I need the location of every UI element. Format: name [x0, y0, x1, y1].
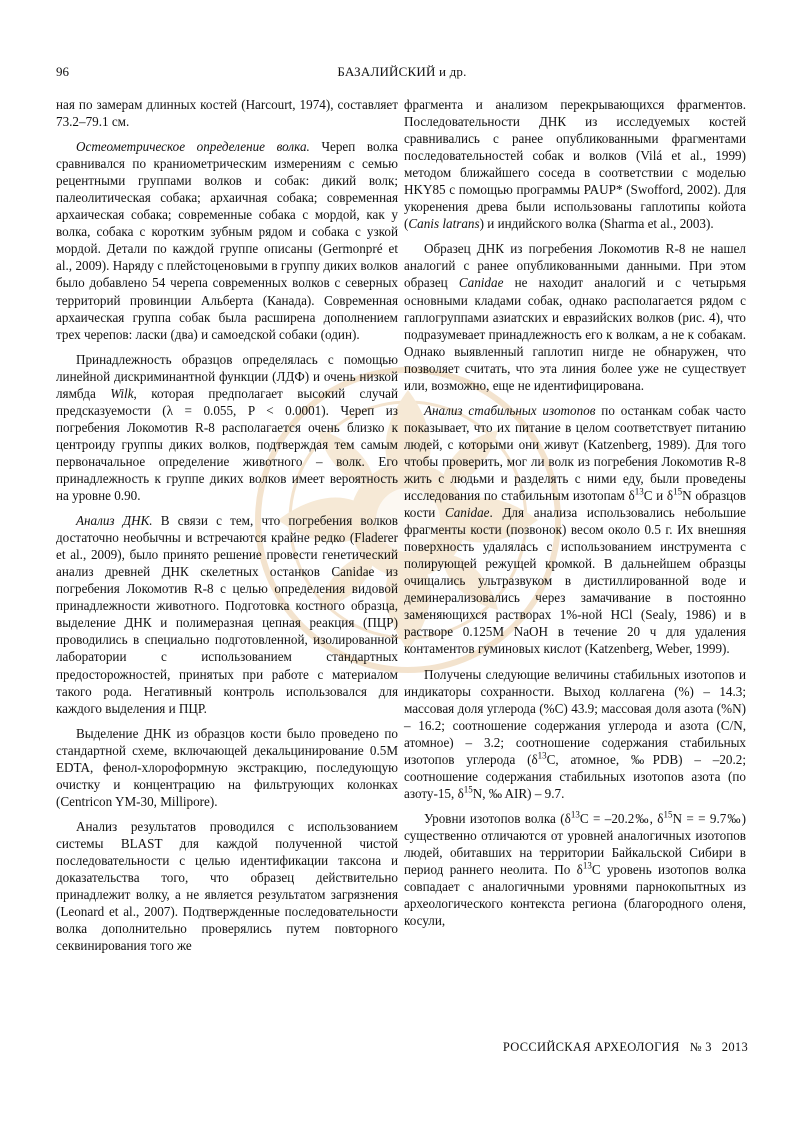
page-footer — [493, 1040, 748, 1055]
paragraph-text: Череп волка сравнивался по краниометрическим измерениям с семью рецентными группами волков и собак: дикий волк; палеолитическая собака; архаичная собака; современная архаическая собака; современные собака с мордой, как у волка, собака с коротким зубным рядом и собака с узкой мордой. Детали по каждой группе описаны (Germonpré et al., 2009). Наряду с плейстоценовыми в группу диких волков было добавлено 54 черепа современных волков с северных территорий провинции Альберта (Канада). Современная архаическая группа собак была расширена дополнением трех черепов: ласки (два) и самоедской собаки (один). — [56, 139, 398, 342]
section-heading: Анализ ДНК. — [76, 513, 153, 529]
paragraph-text: C уровень изотопов волка совпадает с аналогичными уровнями парнокопытных из археологического контекста региона (благородного оленя, косули, — [404, 862, 746, 929]
italic-term: Canidae — [458, 275, 504, 291]
paragraph-dna — [56, 512, 398, 717]
superscript: 13 — [570, 809, 580, 820]
italic-term: Canis latrans — [408, 216, 480, 232]
paragraph-text: C = –20.2‰, δ — [579, 810, 664, 826]
paragraph-text: N образцов кости — [404, 488, 746, 521]
paragraph-text: . Для анализа использовались небольшие фрагменты кости (позвонок) весом около 0.5 г. Их внешняя поверхность удалялась с использованием инструмента с полирующей режущей кромкой. В дальнейшем образцы очищались ультразвуком в дистиллированной воде и деминерализовались через замачивание в постоянно заменяющихся растворах 1%-ной HCl (Sealy, 1986) и в растворе 0.125M NaOH в течение 20 ч для удаления контаментов гуминовых кислот (Katzenberg, Weber, 1999). — [404, 505, 746, 657]
paragraph-isotopes — [404, 402, 746, 658]
running-title: БАЗАЛИЙСКИЙ и др. — [337, 64, 467, 79]
paragraph — [56, 96, 398, 130]
issue-number: № 3 — [689, 1040, 712, 1054]
left-column — [56, 96, 398, 962]
paragraph-text: Выделение ДНК из образцов кости было проведено по стандартной схеме, включающей декальцинирование 0.5M EDTA, фенол-хлороформную экстракцию, последующую очистку и концентрацию на фильтрующих колонках (Centricon YM-30, Millipore). — [56, 725, 398, 809]
superscript: 15 — [463, 784, 473, 795]
paragraph-text: В связи с тем, что погребения волков достаточно необычны и встречаются крайне редко (Fladerer et al., 2009), было принято решение провести генетический анализ древней ДНК скелетных останков Canidae из погребения Локомотив R-8 с целью определения видовой принадлежности животного. Подготовка костного образца, выделение ДНК и полимеразная цепная реакция (ПЦР) проводились в специально подготовленной, изолированной лаборатории с использованием стандартных предосторожностей, принятых при работе с материалом такого рода. Негативный контроль использовался для каждого выделения и ПЦР. — [56, 513, 398, 716]
paragraph-text: Образец ДНК из погребения Локомотив R-8 не нашел аналогий с ранее опубликованными данными. При этом образец — [404, 241, 746, 291]
superscript: 15 — [673, 486, 683, 497]
paragraph-text: C, атомное, ‰PDB) – –20.2; соотношение содержания стабильных изотопов азота (по азоту-15, δ — [404, 751, 746, 801]
paragraph-text: Уровни изотопов волка (δ — [424, 810, 571, 826]
paragraph-text: N, ‰ AIR) – 9.7. — [472, 785, 565, 801]
page-number: 96 — [56, 64, 69, 79]
paragraph-text: C и δ — [643, 488, 674, 504]
paragraph-osteometry — [56, 138, 398, 343]
right-column — [404, 96, 746, 937]
paragraph-text: ная по замерам длинных костей (Harcourt, 1974), составляет 73.2–79.1 см. — [56, 97, 398, 130]
superscript: 13 — [582, 860, 592, 871]
paragraph — [404, 666, 746, 802]
paragraph-text: Получены следующие величины стабильных изотопов и индикаторы сохранности. Выход коллагена (%) – 14.3; массовая доля углерода (%C) 43.9; массовая доля азота (%N) – 16.2; соотношение содержания углерода и азота (C/N, атомное) – 3.2; соотношение содержания стабильных изотопов углерода (δ — [404, 666, 746, 767]
journal-name: РОССИЙСКАЯ АРХЕОЛОГИЯ — [502, 1040, 680, 1054]
paragraph — [56, 725, 398, 810]
paragraph-ldf — [56, 351, 398, 504]
year: 2013 — [721, 1040, 748, 1054]
superscript: 13 — [537, 750, 547, 761]
paragraph-text: не находит аналогий и с четырьмя основными кладами собак, однако располагается рядом с гаплогруппами азиатских и евразийских волков (рис. 4), что подразумевает принадлежность его к волкам, а не к собакам. Однако выявленный гаплотип нигде не обнаружен, что позволяет считать, что эта линия более уже не существует или, возможно, еще не идентифицирована. — [404, 275, 747, 393]
paragraph — [404, 810, 746, 929]
paragraph-text: Анализ результатов проводился с использованием системы BLAST для каждой полученной чистой последовательности с целью идентификации таксона и доказательства того, что образец действительно принадлежит волку, а не является результатом загрязнения (Leonard et al., 2007). Подтвержденные последовательности волка дополнительно проверялись путем повторного секвинирования того же — [56, 818, 398, 954]
superscript: 15 — [663, 809, 673, 820]
section-heading: Остеометрическое определение волка. — [76, 139, 310, 155]
paragraph-text: N = = 9.7‰) существенно отличаются от уровней аналогичных изотопов людей, обитавших на территории Байкальской Сибири в период раннего неолита. По δ — [404, 810, 747, 878]
paragraph — [404, 240, 746, 393]
paragraph-text: по останкам собак часто показывает, что их питание в целом соответствует питанию людей, с которыми они живут (Katzenberg, 1989). Для того чтобы проверить, мог ли волк из погребения Локомотив R-8 жить с людьми и разделять с ними еду, были проведены исследования по стабильным изотопам δ — [404, 402, 746, 504]
section-heading: Анализ стабильных изотопов — [424, 402, 596, 418]
paragraph-text: , которая предполагает высокий случай предсказуемости (λ = 0.055, P < 0.0001). Череп из погребения Локомотив R-8 располагается очень близко к центроиду группы диких волков, подтверждая тем самым первоначальное определение животного – волк. Его принадлежность к группе диких волков имеет вероятность на уровне 0.90. — [56, 385, 398, 504]
paragraph-text: Принадлежность образцов определялась с помощью линейной дискриминантной функции (ЛДФ) и очень низкой лямбда — [56, 351, 398, 401]
paragraph-text: фрагмента и анализом перекрывающихся фрагментов. Последовательности ДНК из исследуемых костей сравнивались с ранее опубликованными фрагментами последовательностей собак и волков (Vilá et al., 1999) методом ближайшего соседа в соответствии с моделью HKY85 с помощью программы PAUP* (Swofford, 2002). Для укоренения древа были использованы гаплотипы койота ( — [404, 97, 746, 232]
paragraph — [404, 96, 746, 232]
paragraph-text: ) и индийского волка (Sharma et al., 2003). — [479, 216, 714, 232]
italic-term: Canidae — [444, 505, 490, 521]
page-header — [56, 64, 748, 84]
paragraph — [56, 818, 398, 954]
italic-term: Wilk — [110, 385, 134, 401]
superscript: 13 — [634, 486, 644, 497]
